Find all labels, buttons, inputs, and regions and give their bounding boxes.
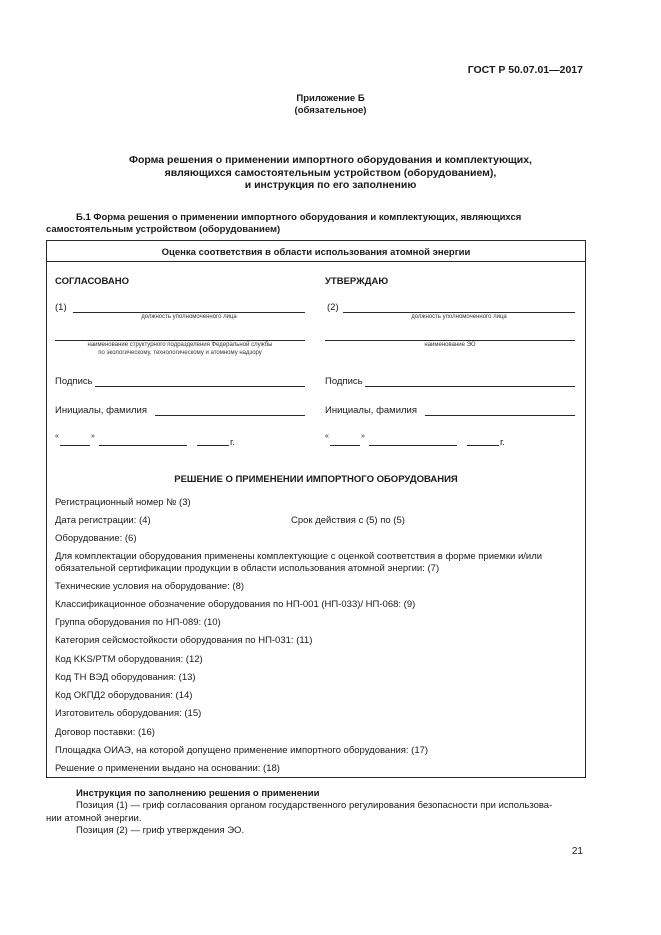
standard-number: ГОСТ Р 50.07.01—2017 [467,64,583,76]
agreed-month-line[interactable] [99,445,187,446]
agreed-signature-label: Подпись [55,376,93,387]
approved-day-line[interactable] [330,445,360,446]
approved-name-line[interactable] [425,415,575,416]
document-title [0,154,661,192]
agreed-signature-line[interactable] [95,386,305,387]
document-title-line-3: и инструкция по его заполнению [244,179,417,191]
field-validity-period: Срок действия с (5) по (5) [291,515,405,526]
agreed-title: СОГЛАСОВАНО [55,276,129,287]
instructions [46,788,586,837]
section-heading [46,212,606,236]
page-number: 21 [571,846,583,857]
field-tn-ved-code: Код ТН ВЭД оборудования: (13) [55,672,196,683]
field-registration-date: Дата регистрации: (4) [55,515,151,526]
section-heading-line-1: Б.1 Форма решения о применении импортного оборудования и комплектующих, являющихся [76,212,522,223]
approved-position-number: (2) [327,302,339,313]
appendix-heading [0,93,661,117]
field-technical-conditions: Технические условия на оборудование: (8) [55,581,245,592]
approved-signature-label: Подпись [325,376,363,387]
document-title-line-1: Форма решения о применении импортного оборудования и комплектующих, [129,154,532,166]
agreed-organization-caption-line-2: по экологическому, технологическому и атомному надзору [98,350,262,356]
agreed-date-quote-open: « [55,433,59,440]
agreed-year-line[interactable] [197,445,229,446]
field-components-line-1: Для комплектации оборудования применены комплектующие с оценкой соответствия в форме приемки и/или [55,551,543,562]
agreed-organization-caption [55,341,305,357]
field-seismic-category: Категория сейсмостойкости оборудования по НП-031: (11) [55,635,313,646]
approved-date-quote-open: « [325,433,329,440]
instruction-position-1-line-2: нии атомной энергии. [46,812,142,824]
agreed-date-quote-close: » [91,433,95,440]
instructions-heading: Инструкция по заполнению решения о применении [76,788,320,799]
form-heading: Оценка соответствия в области использования атомной энергии [161,247,471,258]
agreed-day-line[interactable] [60,445,90,446]
approved-year-line[interactable] [467,445,499,446]
approved-year-suffix: г. [500,437,505,448]
agreed-position-number: (1) [55,302,67,313]
decision-form [46,240,586,778]
field-manufacturer: Изготовитель оборудования: (15) [55,708,202,719]
field-basis: Решение о применении выдано на основании: (18) [55,763,280,774]
agreed-name-line[interactable] [155,415,305,416]
field-kks-code: Код KKS/PTM оборудования: (12) [55,654,203,665]
approved-position-caption: должность уполномоченного лица [411,314,507,320]
instruction-position-2: Позиция (2) — гриф утверждения ЭО. [76,824,245,836]
approved-title: УТВЕРЖДАЮ [325,276,389,287]
approved-signature-line[interactable] [365,386,575,387]
field-supply-contract: Договор поставки: (16) [55,727,155,738]
agreed-name-label: Инициалы, фамилия [55,405,147,416]
appendix-note: (обязательное) [294,105,367,116]
field-equipment-group: Группа оборудования по НП-089: (10) [55,617,221,628]
agreed-position-caption: должность уполномоченного лица [141,314,237,320]
field-registration-number: Регистрационный номер № (3) [55,497,191,508]
agreed-organization-caption-line-1: наименование структурного подразделения Федеральной службы [87,342,273,348]
decision-title: РЕШЕНИЕ О ПРИМЕНЕНИИ ИМПОРТНОГО ОБОРУДОВАНИЯ [174,474,458,485]
form-heading-divider [47,261,585,262]
approved-date-quote-close: » [361,433,365,440]
agreed-year-suffix: г. [230,437,235,448]
approved-organization-caption: наименование ЭО [424,342,476,348]
field-equipment: Оборудование: (6) [55,533,137,544]
approved-name-label: Инициалы, фамилия [325,405,417,416]
field-classification: Классификационное обозначение оборудования по НП-001 (НП-033)/ НП-068: (9) [55,599,416,610]
field-okpd2-code: Код ОКПД2 оборудования: (14) [55,690,193,701]
section-heading-line-2: самостоятельным устройством (оборудованием) [46,224,281,235]
field-site: Площадка ОИАЭ, на которой допущено применение импортного оборудования: (17) [55,745,429,756]
document-title-line-2: являющихся самостоятельным устройством (оборудованием), [164,166,497,179]
instruction-position-1-line-1: Позиция (1) — гриф согласования органом государственного регулирования безопасности при использова- [76,800,553,812]
approved-month-line[interactable] [369,445,457,446]
field-components-line-2: обязательной сертификации продукции в области использования атомной энергии: (7) [55,563,440,574]
appendix-title: Приложение Б [296,93,365,104]
